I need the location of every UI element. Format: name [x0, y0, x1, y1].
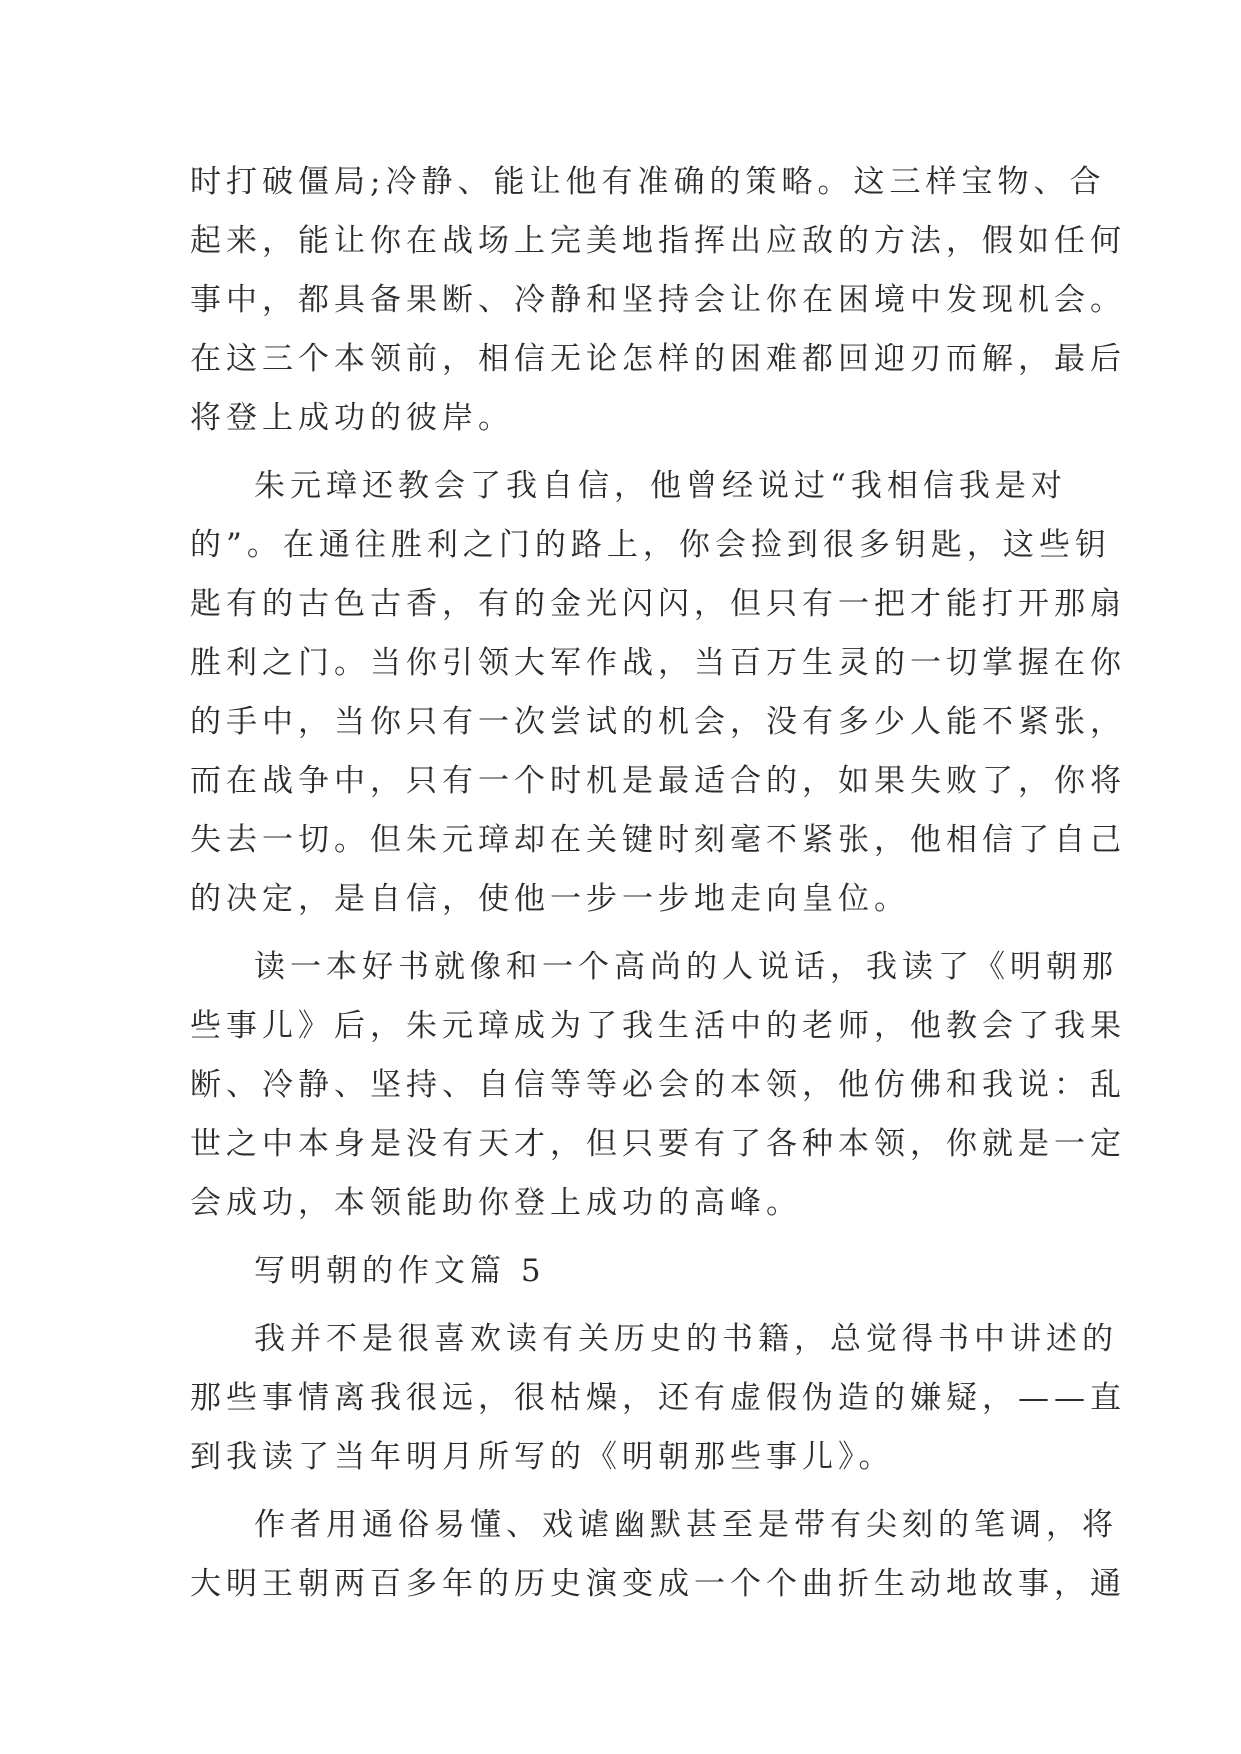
- paragraph-first-line: 朱元璋还教会了我自信，他曾经说过“我相信我是对: [254, 468, 1067, 504]
- text-line: 而在战争中，只有一个时机是最适合的，如果失败了，你将: [190, 763, 1126, 799]
- text-line: 时打破僵局;冷静、能让他有准确的策略。这三样宝物、合: [190, 164, 1106, 200]
- text-line: 会成功，本领能助你登上成功的高峰。: [190, 1185, 802, 1221]
- text-line: 那些事情离我很远，很枯燥，还有虚假伪造的嫌疑，——直: [190, 1380, 1126, 1416]
- text-line: 的手中，当你只有一次尝试的机会，没有多少人能不紧张，: [190, 704, 1126, 740]
- text-line: 的”。在通往胜利之门的路上，你会捡到很多钥匙，这些钥: [190, 527, 1111, 563]
- text-line: 起来，能让你在战场上完美地指挥出应敌的方法，假如任何: [190, 223, 1126, 259]
- text-line: 将登上成功的彼岸。: [190, 400, 514, 436]
- text-line: 失去一切。但朱元璋却在关键时刻毫不紧张，他相信了自己: [190, 822, 1126, 858]
- text-line: 事中，都具备果断、冷静和坚持会让你在困境中发现机会。: [190, 282, 1126, 318]
- paragraph-first-line: 作者用通俗易懂、戏谑幽默甚至是带有尖刻的笔调，将: [254, 1507, 1118, 1543]
- section-heading: 写明朝的作文篇 5: [254, 1253, 546, 1289]
- text-line: 的决定，是自信，使他一步一步地走向皇位。: [190, 881, 910, 917]
- text-line: 断、冷静、坚持、自信等等必会的本领，他仿佛和我说：乱: [190, 1067, 1126, 1103]
- text-line: 大明王朝两百多年的历史演变成一个个曲折生动地故事，通: [190, 1566, 1126, 1602]
- text-line: 胜利之门。当你引领大军作战，当百万生灵的一切掌握在你: [190, 645, 1126, 681]
- text-line: 到我读了当年明月所写的《明朝那些事儿》。: [190, 1439, 895, 1475]
- paragraph-first-line: 我并不是很喜欢读有关历史的书籍，总觉得书中讲述的: [254, 1321, 1118, 1357]
- text-line: 些事儿》后，朱元璋成为了我生活中的老师，他教会了我果: [190, 1008, 1126, 1044]
- text-line: 匙有的古色古香，有的金光闪闪，但只有一把才能打开那扇: [190, 586, 1126, 622]
- text-line: 在这三个本领前，相信无论怎样的困难都回迎刃而解，最后: [190, 341, 1126, 377]
- text-line: 世之中本身是没有天才，但只要有了各种本领，你就是一定: [190, 1126, 1126, 1162]
- paragraph-first-line: 读一本好书就像和一个高尚的人说话，我读了《明朝那: [254, 949, 1118, 985]
